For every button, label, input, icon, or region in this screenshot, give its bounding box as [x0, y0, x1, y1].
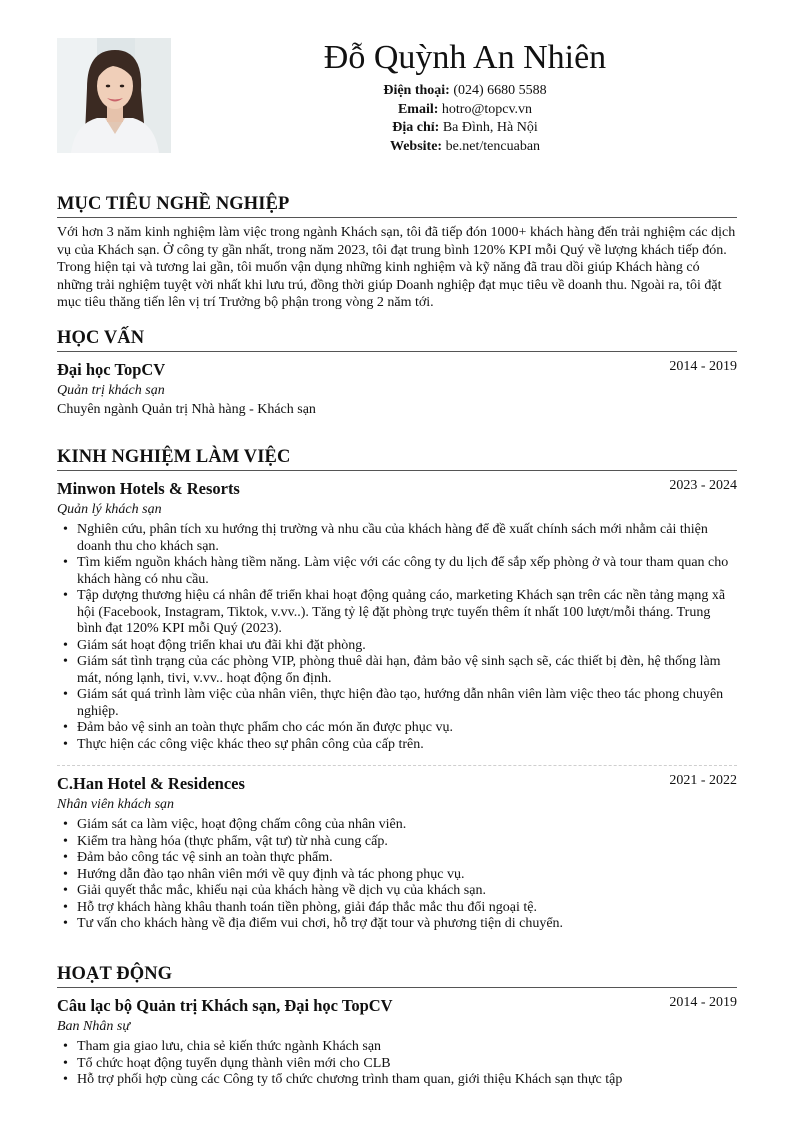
- website-value: be.net/tencuaban: [445, 138, 541, 154]
- education-detail: Chuyên ngành Quản trị Nhà hàng - Khách sạn: [57, 402, 316, 417]
- objective-section: [57, 192, 737, 312]
- education-title: HỌC VẤN: [57, 326, 737, 352]
- education-date: 2014 - 2019: [669, 359, 737, 374]
- education-major: Quản trị khách sạn: [57, 383, 165, 398]
- education-section: [57, 326, 737, 419]
- job-date: 2021 - 2022: [669, 773, 737, 788]
- address-label: Địa chỉ:: [392, 120, 440, 135]
- phone-label: Điện thoại:: [383, 83, 450, 98]
- duty-item: • Nghiên cứu, phân tích xu hướng thị trường và nhu cầu của khách hàng để đề xuất chính sách mới nhằm cải thiện doanh thu cho khách sạn.: [57, 522, 737, 555]
- phone-value: (024) 6680 5588: [453, 83, 547, 98]
- duty-item: • Tìm kiếm nguồn khách hàng tiềm năng. Làm việc với các công ty du lịch để sắp xếp phòng ở và tour tham quan cho khách hàng có nhu cầu.: [57, 555, 737, 588]
- activity-entry: [57, 994, 737, 1089]
- activity-item: • Hỗ trợ phối hợp cùng các Công ty tổ chức chương trình tham quan, giới thiệu Khách sạn thực tập: [57, 1072, 737, 1089]
- candidate-name: Đỗ Quỳnh An Nhiên: [323, 39, 607, 76]
- activities-title: HOẠT ĐỘNG: [57, 962, 737, 988]
- entry-divider: [57, 765, 737, 766]
- email-label: Email:: [397, 101, 439, 117]
- duty-item: • Kiểm tra hàng hóa (thực phẩm, vật tư) từ nhà cung cấp.: [57, 834, 737, 851]
- contact-website: [200, 138, 730, 157]
- contact-phone: [200, 82, 730, 101]
- school-name: Đại học TopCV: [57, 360, 166, 379]
- duty-item: • Đảm bảo vệ sinh an toàn thực phẩm cho các món ăn được phục vụ.: [57, 720, 737, 737]
- contact-email: [200, 101, 730, 120]
- email-value: hotro@topcv.vn: [441, 101, 533, 117]
- job-date: 2023 - 2024: [669, 478, 737, 493]
- profile-photo-illustration: [57, 38, 171, 153]
- activity-date: 2014 - 2019: [669, 995, 737, 1010]
- duty-item: • Giải quyết thắc mắc, khiếu nại của khách hàng về dịch vụ của khách sạn.: [57, 883, 737, 900]
- profile-photo: [57, 38, 171, 153]
- objective-text: Với hơn 3 năm kinh nghiệm làm việc trong ngành Khách sạn, tôi đã tiếp đón 1000+ khách hàng đến trải nghiệm các dịch vụ của Khách sạn. Ở công ty gần nhất, trong năm 2023, tôi đạt trung bình 120% KPI mỗi Quý về lượng khách tiếp đón. Trong hiện tại và tương lai gần, tôi muốn vận dụng những kinh nghiệm và kỹ năng đã trau dồi giúp Khách hàng có những trải nghiệm tuyệt vời nhất khi lưu trú, đồng thời giúp Doanh nghiệp đạt mục tiêu về doanh thu. Ngoài ra, tôi đặt mục tiêu thăng tiến lên vị trí Trưởng bộ phận trong vòng 2 năm tới.: [57, 225, 736, 311]
- job-role: Quản lý khách sạn: [57, 502, 162, 517]
- experience-section: [57, 445, 737, 933]
- duty-item: • Giám sát quá trình làm việc của nhân viên, thực hiện đào tạo, hướng dẫn nhân viên làm việc theo tác phong chuyên nghiệp.: [57, 687, 737, 720]
- company-name: Minwon Hotels & Resorts: [57, 479, 240, 498]
- contact-address: [200, 119, 730, 138]
- duty-item: • Giám sát hoạt động triển khai ưu đãi khi đặt phòng.: [57, 638, 737, 655]
- address-value: Ba Đình, Hà Nội: [442, 120, 538, 135]
- activity-role: Ban Nhân sự: [57, 1019, 130, 1034]
- activities-section: [57, 962, 737, 1089]
- job-entry: [57, 772, 737, 933]
- activity-duties: [57, 1039, 737, 1089]
- duty-item: • Giám sát tình trạng của các phòng VIP, phòng thuê dài hạn, đảm bảo vệ sinh sạch sẽ, các thiết bị đèn, hệ thống làm mát, nóng lạnh, tivi, v.vv.. hoạt động ổn định.: [57, 654, 737, 687]
- duty-item: • Tư vấn cho khách hàng về địa điểm vui chơi, hỗ trợ đặt tour và phương tiện di chuyển.: [57, 916, 737, 933]
- duty-item: • Hướng dẫn đào tạo nhân viên mới về quy định và tác phong phục vụ.: [57, 867, 737, 884]
- objective-title: MỤC TIÊU NGHỀ NGHIỆP: [57, 192, 737, 218]
- education-entry: [57, 358, 737, 419]
- website-label: Website:: [389, 138, 443, 154]
- activity-item: • Tổ chức hoạt động tuyển dụng thành viên mới cho CLB: [57, 1056, 737, 1073]
- activity-item: • Tham gia giao lưu, chia sẻ kiến thức ngành Khách sạn: [57, 1039, 737, 1056]
- job-role: Nhân viên khách sạn: [57, 797, 175, 812]
- duty-item: • Đảm bảo công tác vệ sinh an toàn thực phẩm.: [57, 850, 737, 867]
- activity-org: Câu lạc bộ Quản trị Khách sạn, Đại học TopCV: [57, 996, 393, 1015]
- job-duties: [57, 817, 737, 933]
- duty-item: • Thực hiện các công việc khác theo sự phân công của cấp trên.: [57, 737, 737, 754]
- duty-item: • Giám sát ca làm việc, hoạt động chấm công của nhân viên.: [57, 817, 737, 834]
- contact-info: [200, 82, 730, 156]
- job-duties: [57, 522, 737, 753]
- duty-item: • Tập dượng thương hiệu cá nhân để triển khai hoạt động quảng cáo, marketing Khách sạn trên các nền tảng mạng xã hội (Facebook, Instagram, Tiktok, v.vv..). Tăng tỷ lệ đặt phòng trực tuyến thêm ít nhất 100 lượt/mỗi tháng. Trung bình đạt 120% KPI mỗi Quý (2023).: [57, 588, 737, 638]
- experience-title: KINH NGHIỆM LÀM VIỆC: [57, 445, 737, 471]
- company-name: C.Han Hotel & Residences: [57, 774, 245, 793]
- duty-item: • Hỗ trợ khách hàng khâu thanh toán tiền phòng, giải đáp thắc mắc thu đổi ngoại tệ.: [57, 900, 737, 917]
- cv-header: [0, 0, 793, 165]
- job-entry: [57, 477, 737, 753]
